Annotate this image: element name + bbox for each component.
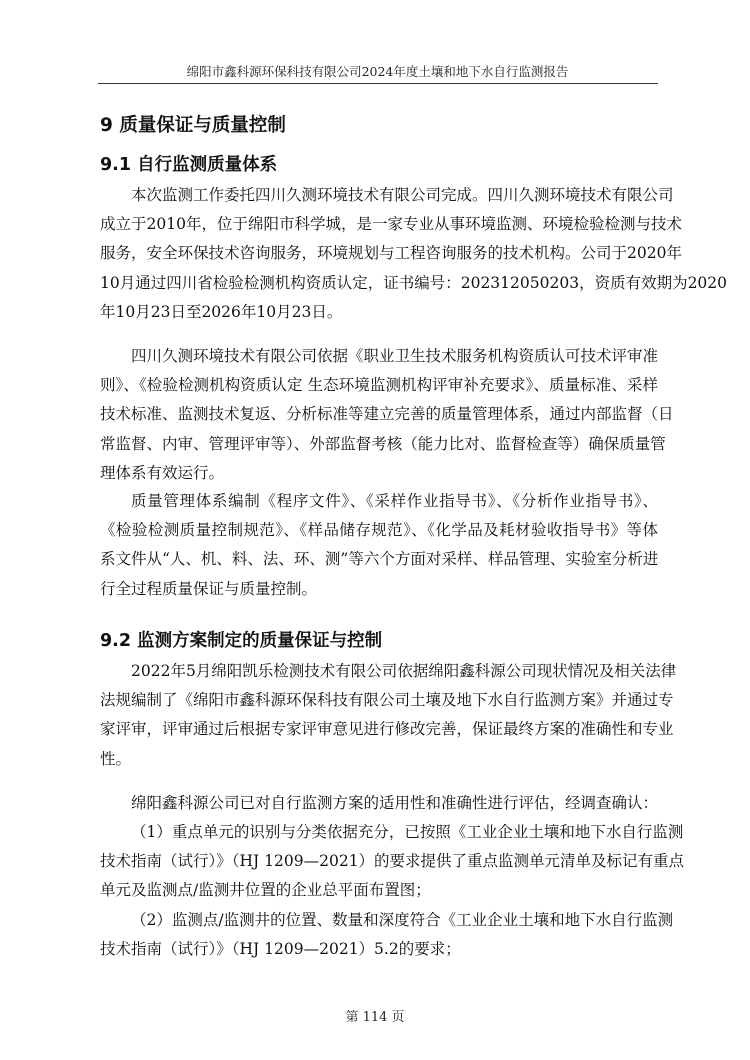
- paragraph: [100, 342, 674, 488]
- paragraph-line: 质量管理体系编制《程序文件》、《采样作业指导书》、《分析作业指导书》、: [131, 492, 658, 510]
- paragraph-line: 本次监测工作委托四川久测环境技术有限公司完成。四川久测环境技术有限公司: [131, 186, 674, 204]
- paragraph-line: 技术标准、监测技术复返、分析标准等建立完善的质量管理体系，通过内部监督（日: [100, 405, 674, 424]
- paragraph-line: 性。: [100, 749, 132, 768]
- paragraph-line: 成立于2010年，位于绵阳市科学城，是一家专业从事环境监测、环境检验检测与技术: [100, 215, 682, 234]
- page-number: 第 114 页: [345, 1010, 405, 1025]
- paragraph-line: 常监督、内审、管理评审等）、外部监督考核（能力比对、监督检查等）确保质量管: [100, 434, 666, 453]
- page-header: 绵阳市鑫科源环保科技有限公司2024年度土壤和地下水自行监测报告: [186, 64, 569, 79]
- paragraph-line: 系文件从“人、机、料、法、环、测”等六个方面对采样、样品管理、实验室分析进: [100, 550, 659, 569]
- header-divider: [98, 83, 658, 84]
- section-heading: 9 质量保证与质量控制: [100, 115, 286, 136]
- paragraph-line: 绵阳鑫科源公司已对自行监测方案的适用性和准确性进行评估，经调查确认：: [131, 794, 659, 812]
- paragraph: [100, 906, 674, 964]
- paragraph: [100, 789, 658, 818]
- paragraph-line: 家评审，评审通过后根据专家评审意见进行修改完善，保证最终方案的准确性和专业: [100, 720, 674, 739]
- paragraph-line: 行全过程质量保证与质量控制。: [100, 579, 318, 598]
- paragraph: [100, 181, 728, 327]
- paragraph-line: 10月通过四川省检验检测机构资质认定，证书编号：202312050203，资质有效期为2020: [100, 273, 728, 292]
- subsection-heading-9-1: 9.1 自行监测质量体系: [100, 155, 278, 175]
- paragraph-line: 年10月23日至2026年10月23日。: [100, 302, 343, 321]
- paragraph-line: 理体系有效运行。: [100, 463, 225, 482]
- paragraph-line: 技术指南（试行）》（HJ 1209—2021）的要求提供了重点监测单元清单及标记有重点: [100, 852, 685, 871]
- paragraph-line: （1）重点单元的识别与分类依据充分，已按照《工业企业土壤和地下水自行监测: [131, 823, 684, 841]
- paragraph-line: 技术指南（试行）》（HJ 1209—2021）5.2的要求；: [100, 940, 461, 959]
- paragraph-line: 法规编制了《绵阳市鑫科源环保科技有限公司土壤及地下水自行监测方案》并通过专: [100, 691, 674, 710]
- paragraph-line: 四川久测环境技术有限公司依据《职业卫生技术服务机构资质认可技术评审准: [131, 347, 659, 365]
- paragraph-line: 2022年5月绵阳凯乐检测技术有限公司依据绵阳鑫科源公司现状情况及相关法律: [131, 662, 677, 680]
- paragraph-line: 则》、《检验检测机构资质认定 生态环境监测机构评审补充要求》、质量标准、采样: [100, 376, 658, 395]
- paragraph-line: 服务，安全环保技术咨询服务，环境规划与工程咨询服务的技术机构。公司于2020年: [100, 244, 682, 263]
- paragraph: [100, 657, 677, 774]
- subsection-heading-9-2: 9.2 监测方案制定的质量保证与控制: [100, 631, 383, 651]
- paragraph-line: （2）监测点/监测井的位置、数量和深度符合《工业企业土壤和地下水自行监测: [131, 911, 674, 929]
- paragraph: [100, 487, 658, 604]
- paragraph: [100, 818, 685, 906]
- paragraph-line: 单元及监测点/监测井位置的企业总平面布置图；: [100, 881, 431, 900]
- paragraph-line: 《检验检测质量控制规范》、《样品储存规范》、《化学品及耗材验收指导书》等体: [100, 521, 658, 540]
